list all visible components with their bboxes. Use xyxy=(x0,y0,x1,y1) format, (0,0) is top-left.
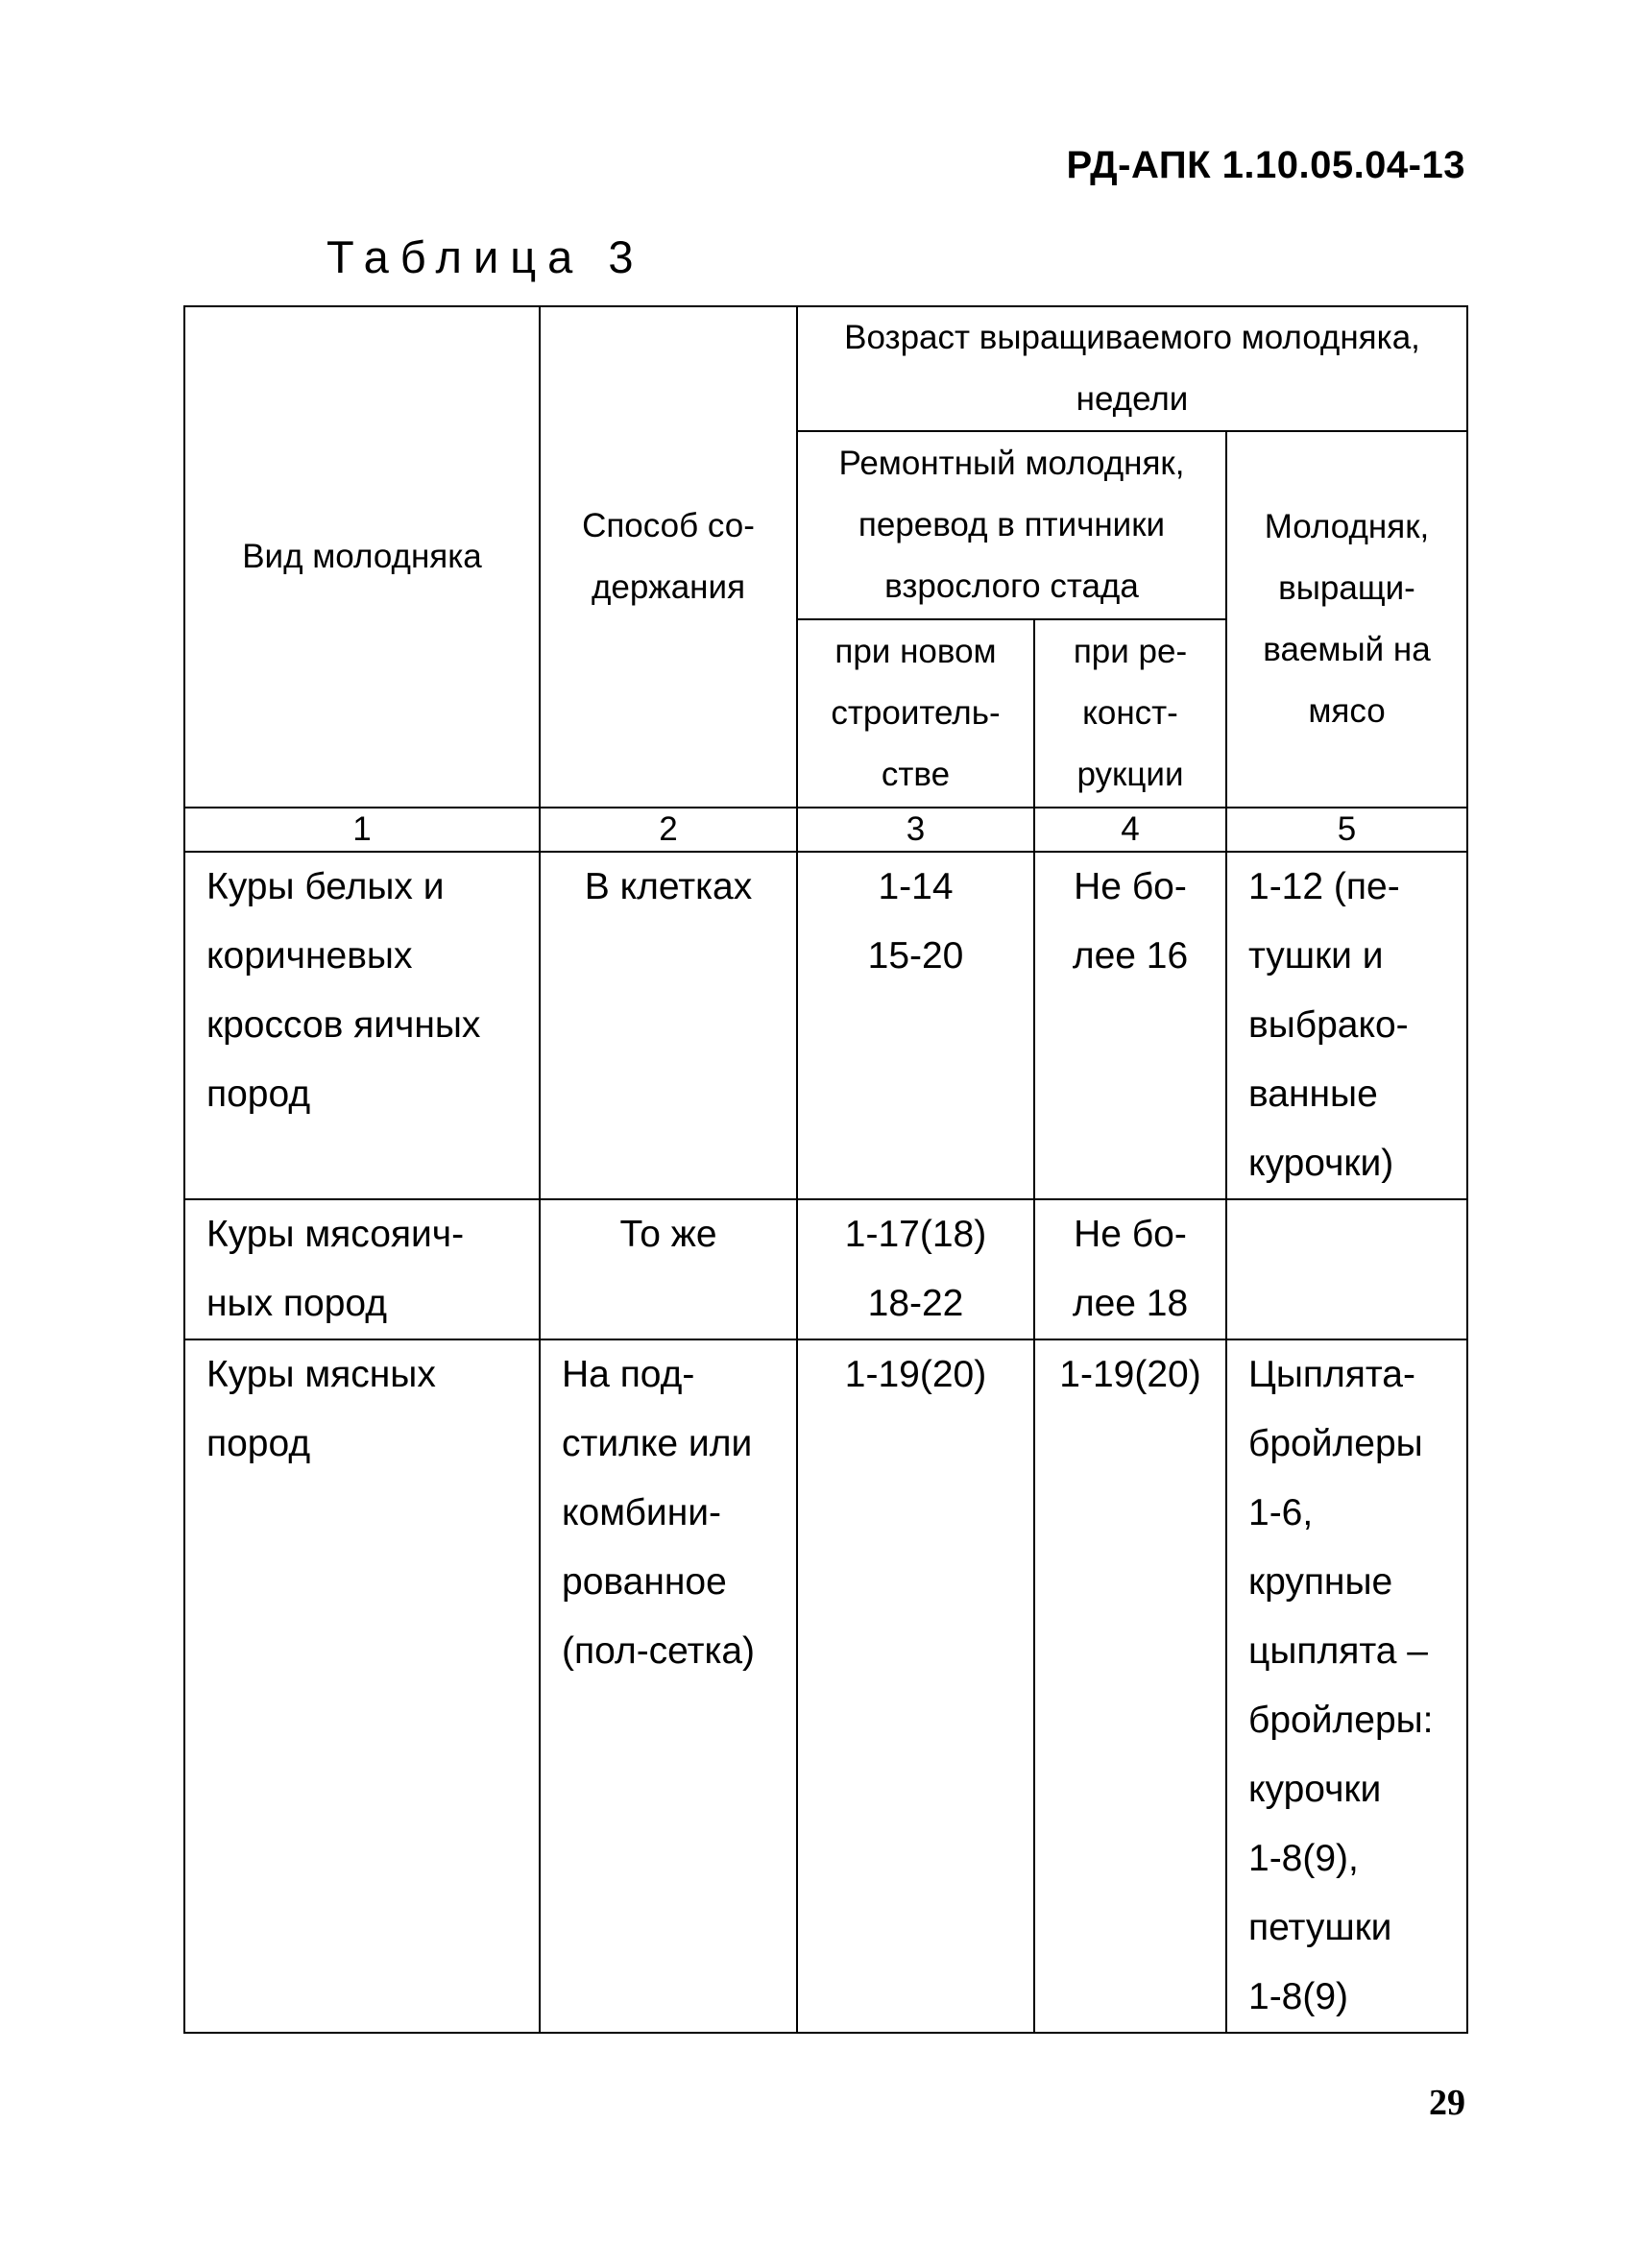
cell-new-build: 1-14 15-20 xyxy=(797,852,1034,1199)
document-code: РД-АПК 1.10.05.04-13 xyxy=(1066,144,1465,186)
column-number: 2 xyxy=(540,808,797,852)
header-new-build: при новом строитель- стве xyxy=(797,619,1034,808)
table-row xyxy=(184,852,1467,1199)
column-number: 5 xyxy=(1226,808,1467,852)
table-row xyxy=(184,1339,1467,2033)
header-repair: Ремонтный молодняк, перевод в птичники взрослого стада xyxy=(797,431,1226,619)
column-number: 1 xyxy=(184,808,540,852)
cell-type: Куры белых и коричневых кроссов яичных пород xyxy=(184,852,540,1199)
column-number: 4 xyxy=(1034,808,1226,852)
column-number: 3 xyxy=(797,808,1034,852)
header-meat: Молодняк, выращи- ваемый на мясо xyxy=(1226,431,1467,808)
cell-new-build: 1-19(20) xyxy=(797,1339,1034,2033)
header-reconstruction: при ре- конст- рукции xyxy=(1034,619,1226,808)
header-col1: Вид молодняка xyxy=(184,306,540,808)
cell-type: Куры мясояич- ных пород xyxy=(184,1199,540,1339)
cell-reconstruction: Не бо- лее 18 xyxy=(1034,1199,1226,1339)
data-table xyxy=(183,305,1468,2034)
cell-new-build: 1-17(18) 18-22 xyxy=(797,1199,1034,1339)
column-number-row xyxy=(184,808,1467,852)
cell-method: То же xyxy=(540,1199,797,1339)
cell-reconstruction: Не бо- лее 16 xyxy=(1034,852,1226,1199)
header-age: Возраст выращиваемого молодняка, недели xyxy=(797,306,1467,431)
cell-type: Куры мясных пород xyxy=(184,1339,540,2033)
header-col2: Способ со- держания xyxy=(540,306,797,808)
cell-method: На под- стилке или комбини- рованное (пол-сетка) xyxy=(540,1339,797,2033)
cell-meat: 1-12 (пе- тушки и выбрако- ванные курочки) xyxy=(1226,852,1467,1199)
cell-reconstruction: 1-19(20) xyxy=(1034,1339,1226,2033)
cell-meat: Цыплята- бройлеры 1-6, крупные цыплята – бройлеры: курочки 1-8(9), петушки 1-8(9) xyxy=(1226,1339,1467,2033)
table-caption: Таблица 3 xyxy=(326,231,645,282)
cell-method: В клетках xyxy=(540,852,797,1199)
page-number: 29 xyxy=(1429,2083,1465,2123)
table-row xyxy=(184,1199,1467,1339)
cell-meat xyxy=(1226,1199,1467,1339)
